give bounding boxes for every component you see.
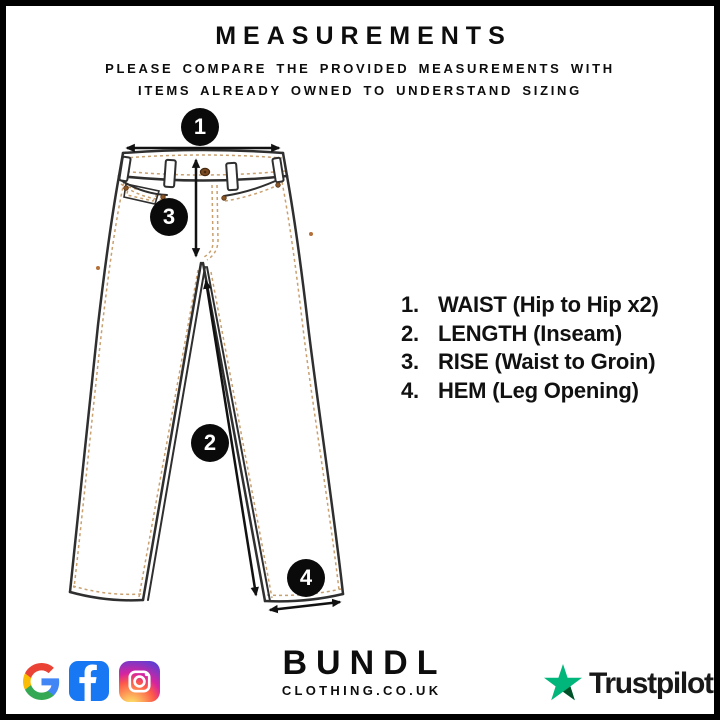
legend-label: WAIST (Hip to Hip x2)	[438, 292, 659, 317]
badge-rise: 3	[150, 198, 188, 236]
legend-label: HEM (Leg Opening)	[438, 377, 639, 403]
subtitle-line-2: ITEMS ALREADY OWNED TO UNDERSTAND SIZING	[138, 82, 582, 98]
legend-item-hem	[401, 377, 659, 406]
subtitle-line-1: PLEASE COMPARE THE PROVIDED MEASUREMENTS WITH	[105, 61, 615, 76]
legend-label: RISE (Waist to Groin)	[438, 349, 656, 375]
brand-tagline: CLOTHING.CO.UK	[281, 683, 442, 698]
legend-item-rise	[401, 348, 659, 377]
subtitle	[0, 58, 720, 101]
measurement-legend	[401, 291, 659, 405]
trustpilot-logo	[542, 663, 713, 703]
badge-length: 2	[191, 424, 229, 462]
hem-arrow	[270, 602, 340, 610]
legend-number: 1.	[401, 292, 419, 317]
legend-item-length	[401, 320, 659, 349]
badge-waist: 1	[181, 108, 219, 146]
legend-item-waist	[401, 291, 659, 320]
trustpilot-wordmark: Trustpilot	[589, 667, 713, 700]
brand-name: BUNDL	[282, 644, 447, 682]
page-title: MEASUREMENTS	[215, 22, 512, 50]
legend-number: 2.	[401, 320, 419, 346]
jeans-outline	[70, 150, 343, 601]
stitching-lines	[73, 155, 341, 598]
legend-number: 3.	[401, 349, 419, 375]
header	[0, 0, 720, 101]
trustpilot-star-icon	[542, 663, 584, 703]
legend-label: LENGTH (Inseam)	[438, 320, 623, 346]
legend-number: 4.	[401, 377, 419, 403]
badge-hem: 4	[287, 559, 325, 597]
